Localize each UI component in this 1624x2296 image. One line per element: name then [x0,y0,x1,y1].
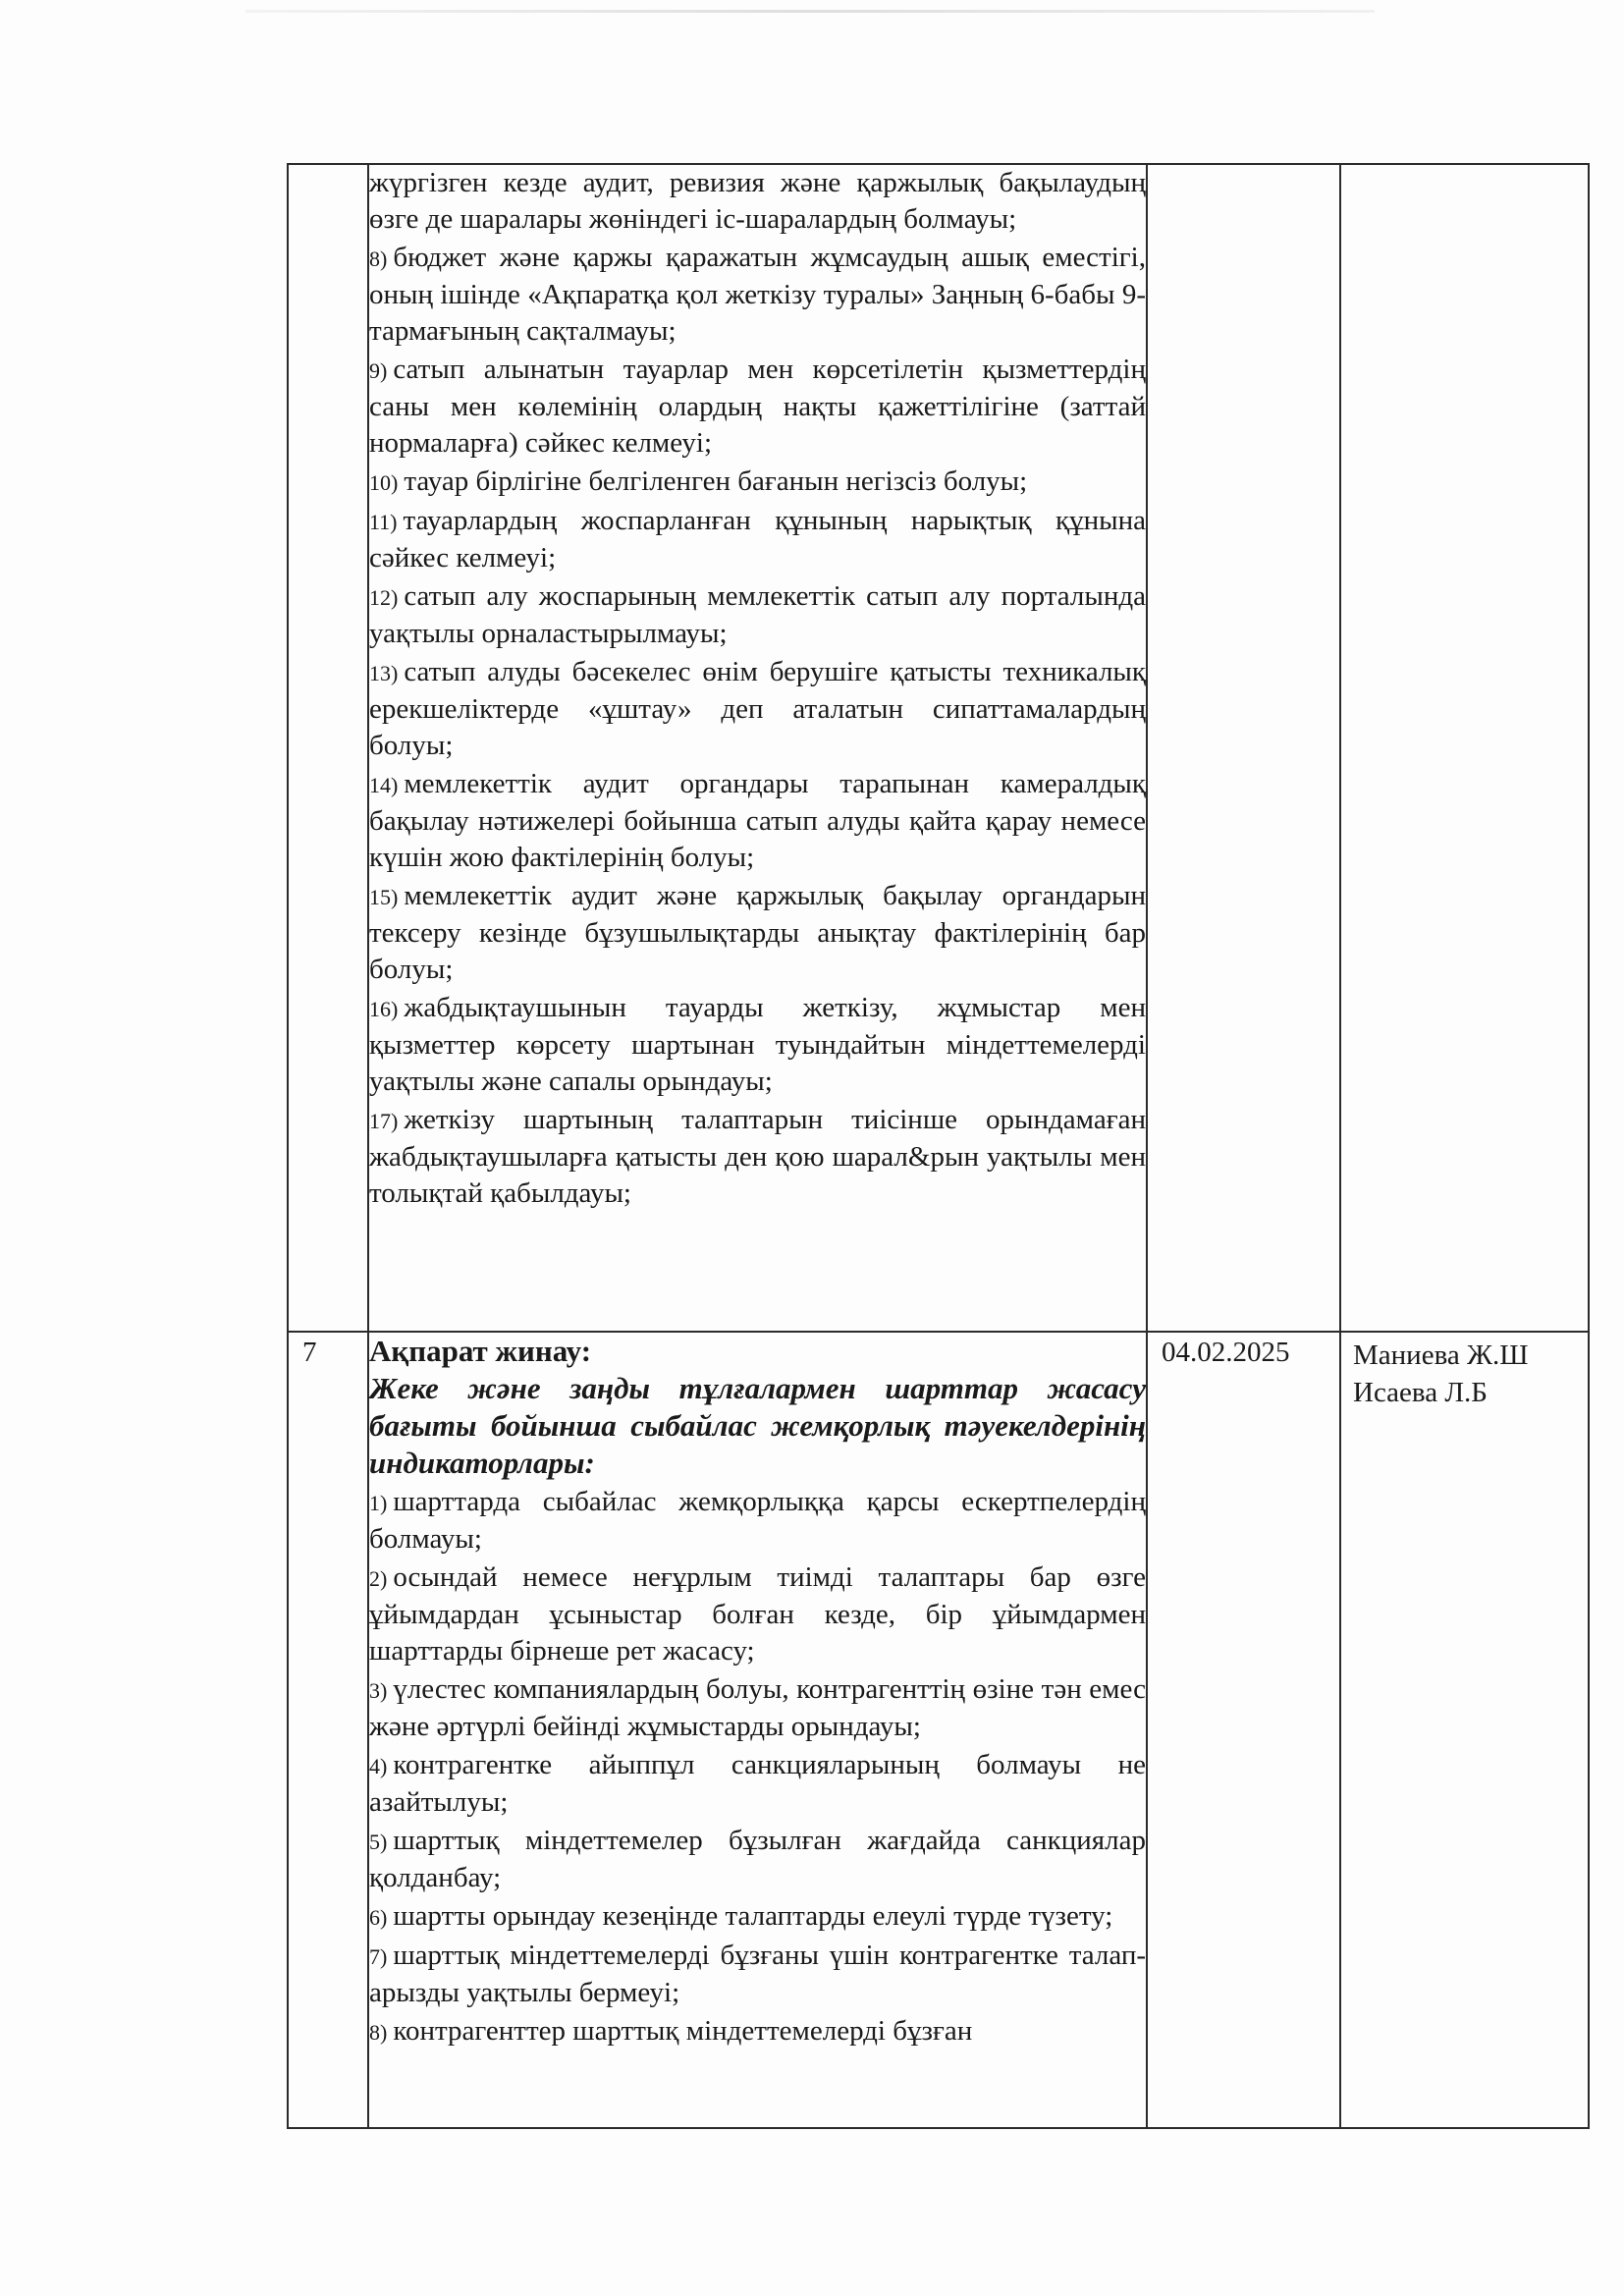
responsible-person: Маниева Ж.Ш [1353,1339,1529,1371]
item-text: осындай немесе неғұрлым тиімді талаптары бар өзге ұйымдардан ұсыныстар болған кезде, бір ұйымдармен шарттарды бірнеше рет жасасу; [369,1561,1146,1667]
item-text: бюджет және қаржы қаражатын жұмсаудың ашық еместігі, оның ішінде «Ақпаратқа қол жеткізу туралы» Заңның 6-бабы 9-тармағының сақталмауы; [369,242,1146,347]
list-item [369,1936,1146,2011]
list-item [369,652,1146,764]
list-item [369,1100,1146,1212]
list-item [369,2011,1146,2050]
responsible-cell [1340,164,1589,1332]
section-subheading: Жеке және заңды тұлғалармен шарттар жасасу бағыты бойынша сыбайлас жемқорлық тәуекелдерінің индикаторлары: [369,1371,1146,1480]
item-number: 5) [369,1830,388,1854]
paragraph: жүргізген кезде аудит, ревизия және қаржылық бақылаудың өзге де шаралары жөніндегі іс-шаралардың болмауы; [369,167,1146,235]
number-cell [288,164,368,1332]
item-text: шарттық міндеттемелерді бұзғаны үшін контрагентке талап-арызды уақтылы бермеуі; [369,1940,1146,2008]
item-number: 16) [369,997,399,1021]
list-item [369,1896,1146,1936]
item-number: 4) [369,1754,388,1778]
list-item [369,764,1146,876]
item-number: 7) [369,1944,388,1969]
item-number: 8) [369,246,388,271]
date-cell [1147,1332,1340,2128]
list-item [369,1821,1146,1896]
item-text: контрагенттер шарттық міндеттемелерді бұзған [393,2015,973,2047]
item-number: 8) [369,2020,388,2045]
list-item [369,350,1146,462]
item-number: 6) [369,1905,388,1930]
item-number: 13) [369,661,399,685]
item-text: мемлекеттік аудит органдары тарапынан камералдық бақылау нәтижелері бойынша сатып алуды қайта қарау немесе күшін жою фактілерінің болуы; [369,768,1146,873]
item-text: мемлекеттік аудит және қаржылық бақылау органдарын тексеру кезінде бұзушылықтарды анықтау фактілерінің бар болуы; [369,880,1146,985]
item-number: 17) [369,1109,399,1133]
item-text: сатып алуды бәсекелес өнім берушіге қатысты техникалық ерекшеліктерде «ұштау» деп аталатын сипаттамалардың болуы; [369,656,1146,761]
list-item [369,988,1146,1100]
item-text: шартты орындау кезеңінде талаптарды елеулі түрде түзету; [393,1900,1113,1932]
content-cell [368,1332,1147,2128]
list-item [369,501,1146,576]
list-item [369,1745,1146,1821]
responsible-person: Исаева Л.Б [1353,1377,1488,1408]
item-text: тауарлардың жоспарланған құнының нарықтық құнына сәйкес келмеуі; [369,505,1146,574]
list-item [369,1669,1146,1745]
scan-artifact-line [245,10,1375,13]
item-number: 11) [369,510,398,534]
item-text: жеткізу шартының талаптарын тиісінше орындамаған жабдықтаушыларға қатысты ден қою шарал&рын уақтылы мен толықтай қабылдауы; [369,1104,1146,1209]
date-value: 04.02.2025 [1162,1337,1290,1368]
item-number: 10) [369,470,399,495]
content-cell [368,164,1147,1332]
list-item [369,576,1146,652]
date-cell [1147,164,1340,1332]
plan-table [287,163,1590,2129]
item-number: 14) [369,773,399,797]
section-heading: Ақпарат жинау: [369,1334,592,1368]
item-number: 9) [369,358,388,383]
item-text: сатып алу жоспарының мемлекеттік сатып алу порталында уақтылы орналастырылмауы; [369,580,1146,649]
item-text: жабдықтаушынын тауарды жеткізу, жұмыстар мен қызметтер көрсету шартынан туындайтын міндеттемелерді уақтылы және сапалы орындауы; [369,992,1146,1097]
item-text: тауар бірлігіне белгіленген бағанын негізсіз болуы; [404,465,1028,497]
item-text: шарттарда сыбайлас жемқорлыққа қарсы ескертпелердің болмауы; [369,1486,1146,1555]
list-item [369,876,1146,988]
item-text: сатып алынатын тауарлар мен көрсетілетін қызметтердің саны мен көлемінің олардың нақты қажеттілігіне (заттай нормаларға) сәйкес келмеуі; [369,354,1146,459]
item-text: контрагентке айыппұл санкцияларының болмауы не азайтылуы; [369,1749,1146,1818]
list-item [369,238,1146,350]
item-text: шарттық міндеттемелер бұзылған жағдайда санкциялар қолданбау; [369,1825,1146,1893]
item-number: 12) [369,585,399,610]
responsible-cell [1340,1332,1589,2128]
item-number: 15) [369,885,399,909]
list-item [369,462,1146,501]
row-number: 7 [302,1337,317,1368]
list-item [369,1482,1146,1558]
item-text: үлестес компаниялардың болуы, контрагенттің өзіне тән емес және әртүрлі бейінді жұмыстарды орындауы; [369,1673,1146,1742]
table-row [288,1332,1589,2128]
item-number: 3) [369,1678,388,1703]
item-number: 1) [369,1491,388,1515]
item-number: 2) [369,1566,388,1591]
number-cell [288,1332,368,2128]
list-item [369,1558,1146,1669]
table-row [288,164,1589,1332]
